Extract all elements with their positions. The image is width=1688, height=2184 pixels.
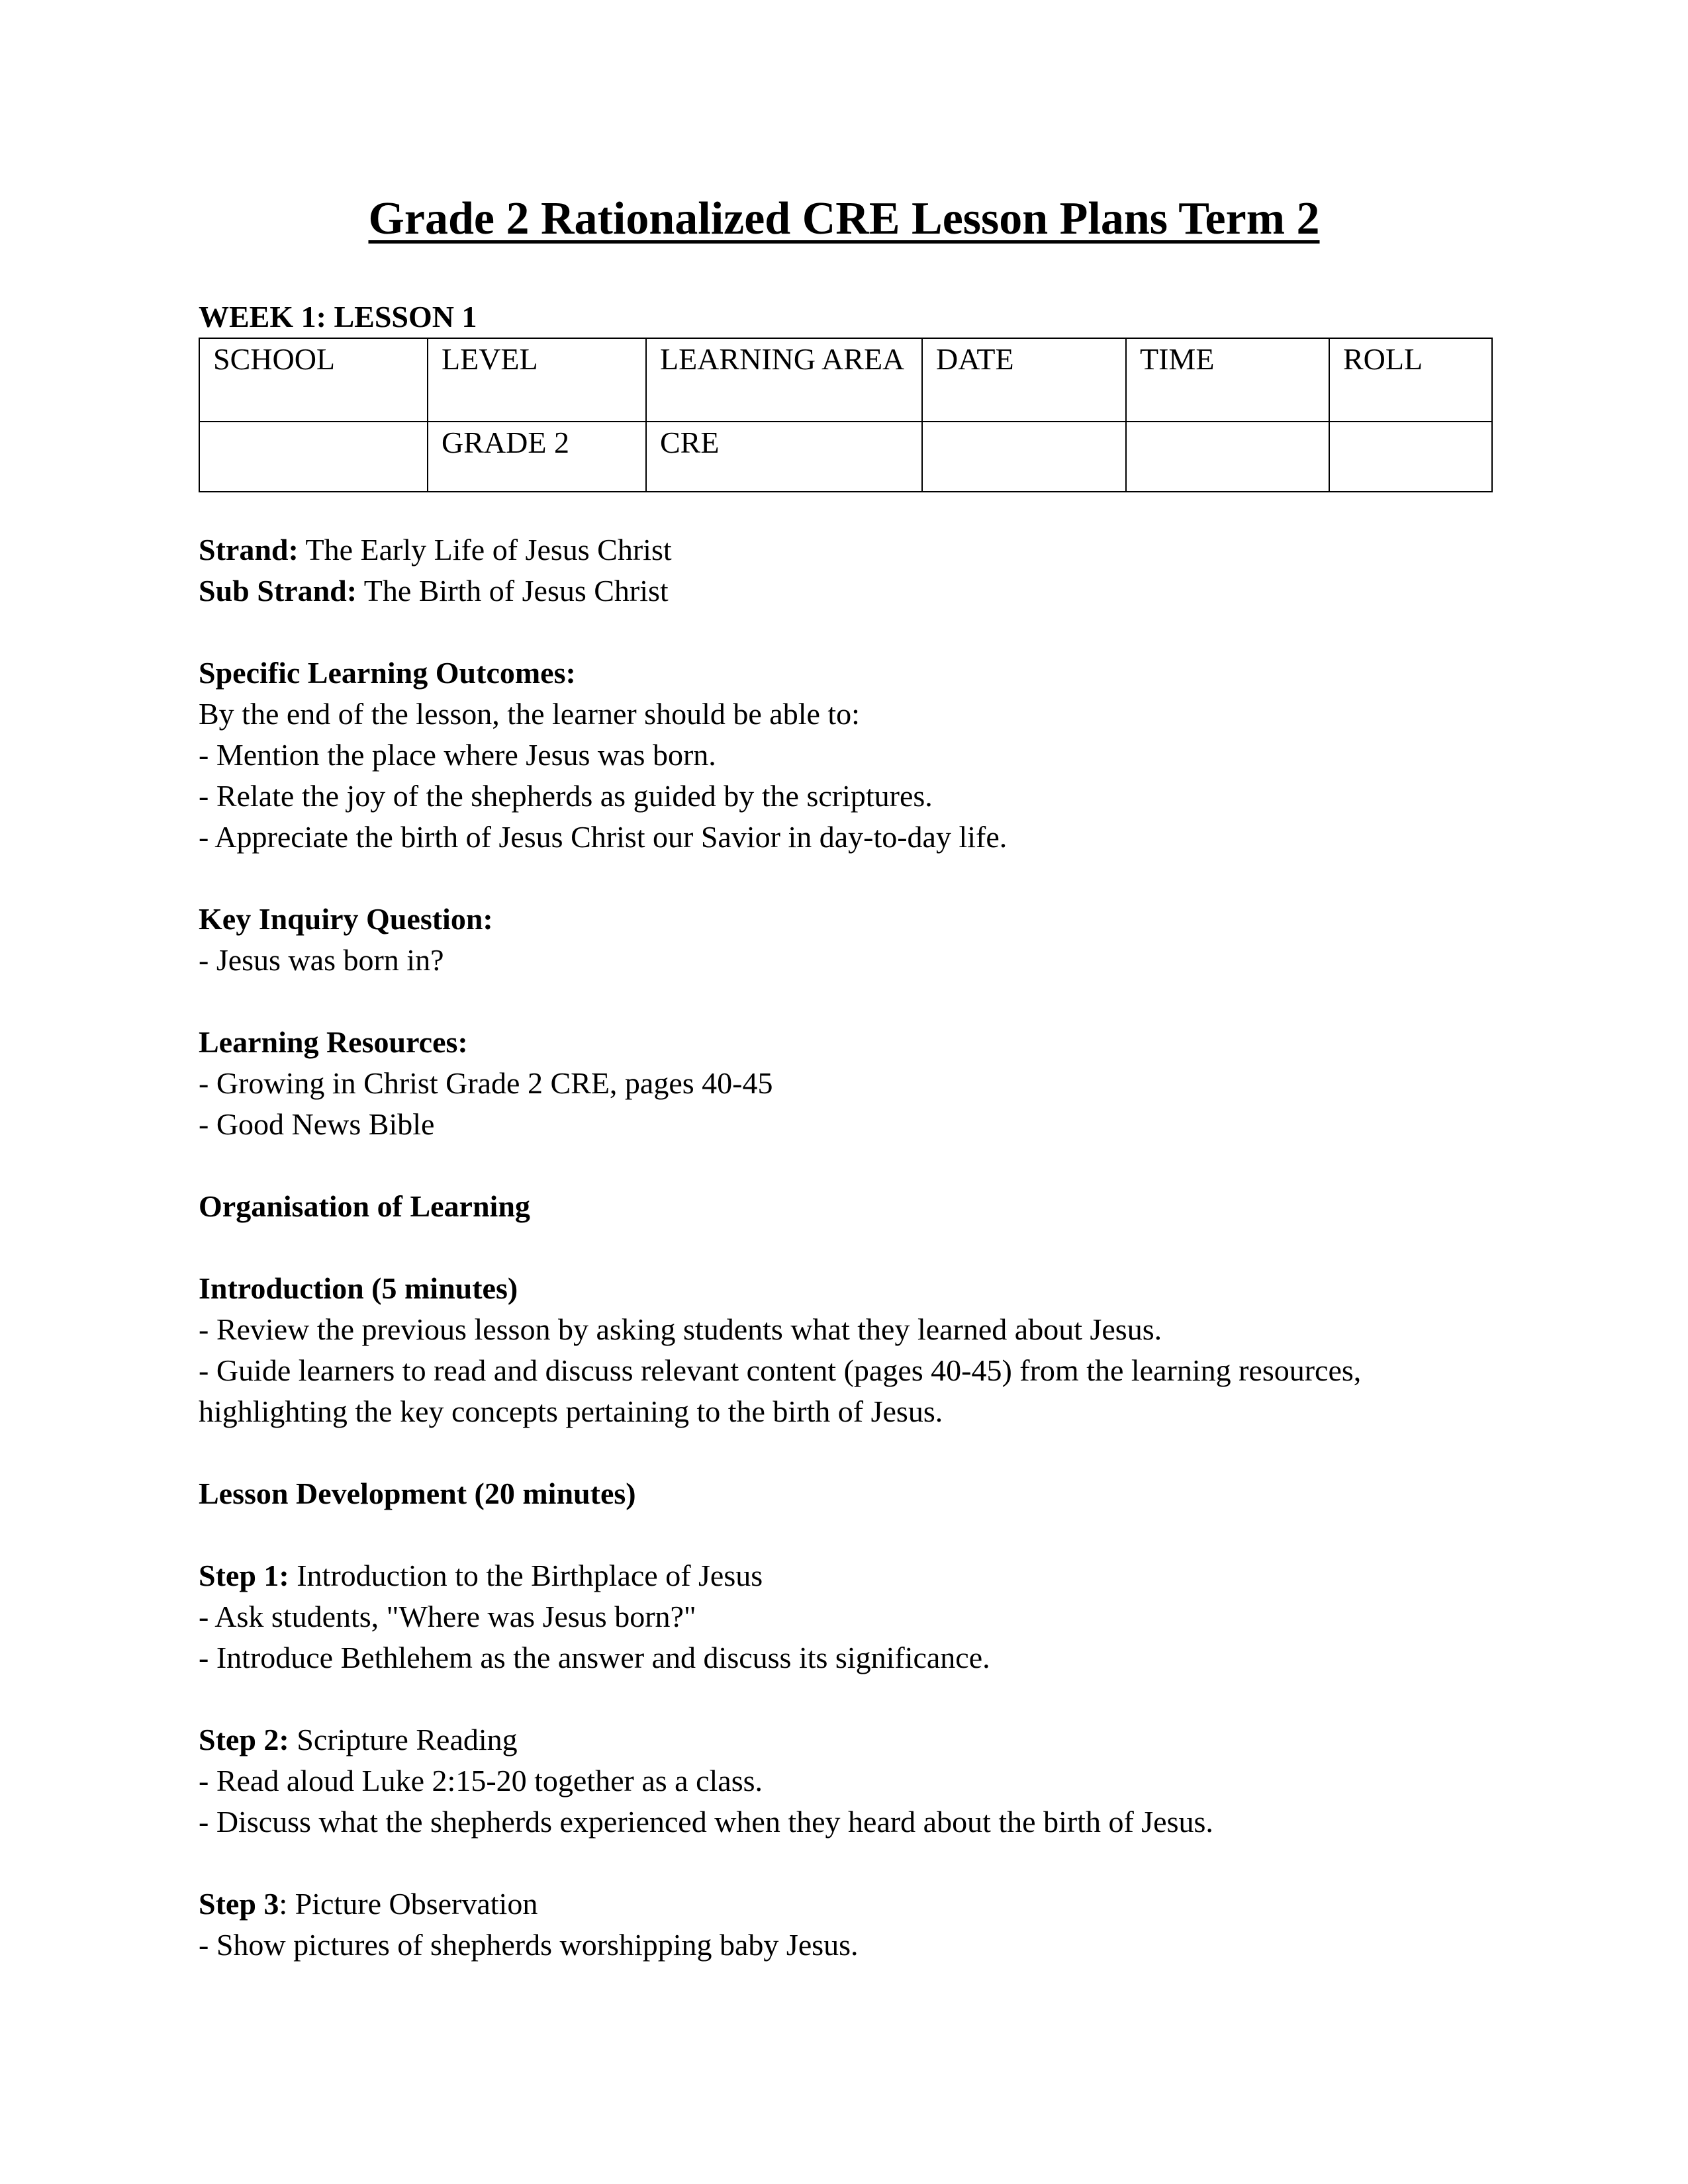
table-header-cell: LEVEL [428, 338, 646, 422]
spacer [199, 981, 1496, 1022]
spacer [199, 1145, 1496, 1186]
table-header-cell: ROLL [1329, 338, 1492, 422]
spacer [199, 858, 1496, 899]
spacer [199, 492, 1496, 529]
outcome-item: - Appreciate the birth of Jesus Christ our Savior in day-to-day life. [199, 820, 1008, 854]
strand-value: The Early Life of Jesus Christ [298, 533, 672, 567]
outcomes-heading: Specific Learning Outcomes: [199, 656, 576, 690]
development-heading: Lesson Development (20 minutes) [199, 1477, 636, 1510]
spacer [199, 1514, 1496, 1555]
step-item: - Introduce Bethlehem as the answer and discuss its significance. [199, 1641, 990, 1674]
step-item: - Read aloud Luke 2:15-20 together as a class. [199, 1764, 763, 1797]
table-row [199, 422, 1492, 492]
spacer [199, 1227, 1496, 1268]
outcomes-intro: By the end of the lesson, the learner should be able to: [199, 697, 860, 731]
table-header-cell: DATE [922, 338, 1126, 422]
sub-strand-line [199, 570, 1496, 612]
sub-strand-value: The Birth of Jesus Christ [357, 574, 669, 608]
step-title-line [199, 1555, 1496, 1596]
table-header-cell: SCHOOL [199, 338, 428, 422]
table-cell-date [922, 422, 1126, 492]
introduction-heading: Introduction (5 minutes) [199, 1271, 518, 1305]
step-label: Step 2: [199, 1723, 289, 1756]
week-heading: WEEK 1: LESSON 1 [199, 300, 477, 334]
table-header-cell: TIME [1126, 338, 1329, 422]
step-label: Step 3 [199, 1887, 279, 1921]
outcome-item: - Mention the place where Jesus was born. [199, 738, 716, 772]
spacer [199, 612, 1496, 653]
resources-heading: Learning Resources: [199, 1025, 468, 1059]
table-header-cell: LEARNING AREA [646, 338, 922, 422]
table-cell-level: GRADE 2 [428, 422, 646, 492]
page-title: Grade 2 Rationalized CRE Lesson Plans Term 2 [368, 193, 1320, 244]
sub-strand-label: Sub Strand: [199, 574, 357, 608]
step-item: - Discuss what the shepherds experienced when they heard about the birth of Jesus. [199, 1805, 1213, 1839]
spacer [199, 1432, 1496, 1473]
table-header-row [199, 338, 1492, 422]
lesson-info-table [199, 338, 1493, 492]
inquiry-heading: Key Inquiry Question: [199, 902, 493, 936]
introduction-item: - Review the previous lesson by asking students what they learned about Jesus. [199, 1312, 1162, 1346]
organisation-heading: Organisation of Learning [199, 1189, 530, 1223]
step-title-line [199, 1884, 1496, 1925]
strand-line [199, 529, 1496, 570]
strand-label: Strand: [199, 533, 299, 567]
table-cell-time [1126, 422, 1329, 492]
step-title: Scripture Reading [289, 1723, 518, 1756]
step-item: - Show pictures of shepherds worshipping baby Jesus. [199, 1928, 859, 1962]
spacer [199, 1678, 1496, 1719]
table-cell-roll [1329, 422, 1492, 492]
inquiry-item: - Jesus was born in? [199, 943, 444, 977]
table-cell-school [199, 422, 428, 492]
step-label: Step 1: [199, 1559, 289, 1592]
lesson-content [199, 296, 1496, 1966]
step-title: : Picture Observation [279, 1887, 538, 1921]
outcome-item: - Relate the joy of the shepherds as guided by the scriptures. [199, 779, 933, 813]
spacer [199, 1843, 1496, 1884]
table-cell-learning-area: CRE [646, 422, 922, 492]
step-title: Introduction to the Birthplace of Jesus [289, 1559, 763, 1592]
resource-item: - Growing in Christ Grade 2 CRE, pages 40-45 [199, 1066, 773, 1100]
introduction-item: - Guide learners to read and discuss relevant content (pages 40-45) from the learning resources, highlighting the key concepts pertaining to the birth of Jesus. [199, 1353, 1362, 1428]
resource-item: - Good News Bible [199, 1107, 435, 1141]
step-item: - Ask students, "Where was Jesus born?" [199, 1600, 696, 1633]
step-title-line [199, 1719, 1496, 1760]
